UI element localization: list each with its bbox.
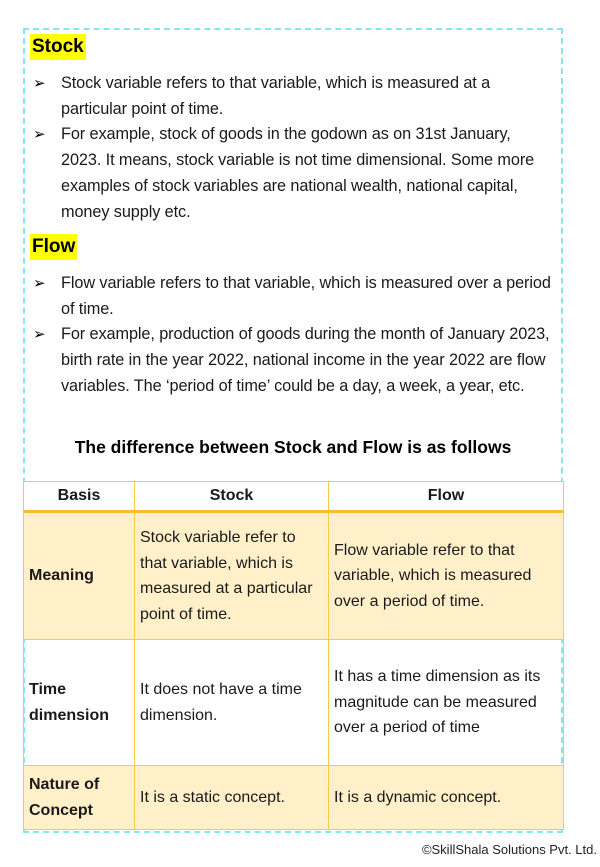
stock-bullet-list (30, 71, 555, 225)
cell-stock: Stock variable refer to that variable, which is measured at a particular point of time. (135, 512, 329, 640)
list-item: ➢ Flow variable refers to that variable, which is measured over a period of time. (30, 271, 555, 322)
flow-bullet-list (30, 271, 555, 400)
flow-heading: Flow (30, 234, 77, 260)
table-row (24, 766, 564, 830)
header-flow: Flow (329, 482, 564, 512)
list-item: ➢ Stock variable refers to that variable, which is measured at a particular point of time. (30, 71, 555, 122)
table-header-row (24, 482, 564, 512)
copyright-notice: ©SkillShala Solutions Pvt. Ltd. (421, 842, 597, 857)
arrowhead-bullet-icon: ➢ (33, 275, 46, 292)
header-basis: Basis (24, 482, 135, 512)
list-item: ➢ For example, stock of goods in the godown as on 31st January, 2023. It means, stock variable is not time dimensional. Some more examples of stock variables are national wealth, national capital, money supply etc. (30, 122, 555, 225)
cell-stock: It is a static concept. (135, 766, 329, 830)
table-title: The difference between Stock and Flow is as follows (74, 437, 512, 457)
cell-basis: Nature of Concept (24, 766, 135, 830)
arrowhead-bullet-icon: ➢ (33, 126, 46, 144)
cell-basis: Time dimension (24, 640, 135, 766)
stock-heading: Stock (30, 34, 86, 60)
cell-flow: Flow variable refer to that variable, which is measured over a period of time. (329, 512, 564, 640)
cell-flow: It has a time dimension as its magnitude can be measured over a period of time (329, 640, 564, 766)
comparison-table (23, 481, 564, 830)
cell-flow: It is a dynamic concept. (329, 766, 564, 830)
cell-basis: Meaning (24, 512, 135, 640)
table-row (24, 640, 564, 766)
arrowhead-bullet-icon: ➢ (33, 75, 46, 92)
table-row (24, 512, 564, 640)
list-item: ➢ For example, production of goods during the month of January 2023, birth rate in the year 2022, national income in the year 2022 are flow variables. The ‘period of time’ could be a day, a week, a year, etc. (30, 322, 555, 399)
arrowhead-bullet-icon: ➢ (33, 326, 46, 344)
cell-stock: It does not have a time dimension. (135, 640, 329, 766)
header-stock: Stock (135, 482, 329, 512)
